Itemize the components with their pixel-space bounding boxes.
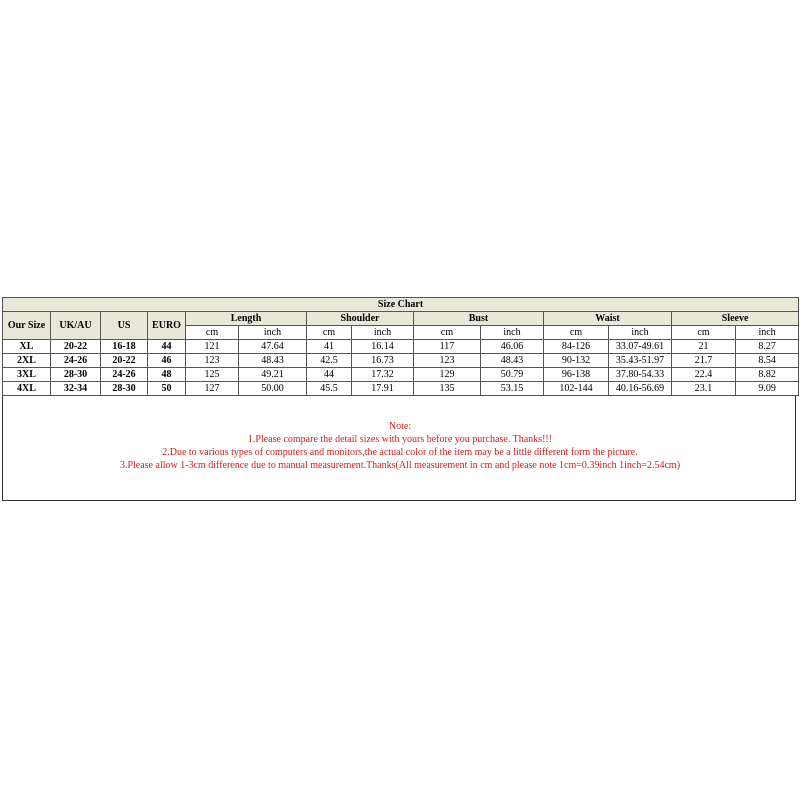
notes-section [2, 420, 798, 472]
cell-size: XL [3, 340, 51, 354]
cell-length-cm: 127 [186, 382, 239, 396]
unit-cm: cm [672, 326, 736, 340]
cell-us: 16-18 [101, 340, 148, 354]
cell-bust-cm: 117 [414, 340, 481, 354]
cell-bust-inch: 50.79 [481, 368, 544, 382]
cell-length-cm: 123 [186, 354, 239, 368]
header-shoulder: Shoulder [307, 312, 414, 326]
size-chart-table [2, 297, 799, 396]
cell-waist-inch: 40.16-56.69 [609, 382, 672, 396]
cell-waist-cm: 96-138 [544, 368, 609, 382]
cell-waist-inch: 33.07-49.61 [609, 340, 672, 354]
note-line: 1.Please compare the detail sizes with yours before you purchase. Thanks!!! [247, 434, 553, 445]
cell-sleeve-cm: 23.1 [672, 382, 736, 396]
cell-waist-cm: 90-132 [544, 354, 609, 368]
cell-waist-inch: 35.43-51.97 [609, 354, 672, 368]
table-row [3, 354, 799, 368]
cell-bust-cm: 129 [414, 368, 481, 382]
cell-us: 20-22 [101, 354, 148, 368]
cell-bust-cm: 135 [414, 382, 481, 396]
cell-sleeve-inch: 9.09 [736, 382, 799, 396]
unit-cm: cm [186, 326, 239, 340]
cell-uk: 20-22 [51, 340, 101, 354]
cell-sleeve-inch: 8.82 [736, 368, 799, 382]
cell-waist-inch: 37.80-54.33 [609, 368, 672, 382]
note-line: 2.Due to various types of computers and monitors,the actual color of the item may be a little different form the picture. [162, 447, 638, 458]
cell-sleeve-inch: 8.27 [736, 340, 799, 354]
cell-shoulder-inch: 17.32 [352, 368, 414, 382]
cell-length-inch: 48.43 [239, 354, 307, 368]
table-row [3, 382, 799, 396]
cell-uk: 24-26 [51, 354, 101, 368]
cell-bust-inch: 46.06 [481, 340, 544, 354]
header-us: US [101, 312, 148, 340]
cell-waist-cm: 102-144 [544, 382, 609, 396]
cell-uk: 28-30 [51, 368, 101, 382]
size-chart-title: Size Chart [3, 298, 799, 312]
cell-size: 2XL [3, 354, 51, 368]
note-line: 3.Please allow 1-3cm difference due to manual measurement.Thanks(All measurement in cm and please note 1cm=0.39inch 1inch=2.54cm) [119, 460, 681, 471]
cell-euro: 44 [148, 340, 186, 354]
cell-length-inch: 49.21 [239, 368, 307, 382]
cell-length-cm: 121 [186, 340, 239, 354]
cell-shoulder-cm: 45.5 [307, 382, 352, 396]
notes-heading: Note: [388, 421, 412, 432]
header-bust: Bust [414, 312, 544, 326]
header-length: Length [186, 312, 307, 326]
cell-sleeve-inch: 8.54 [736, 354, 799, 368]
unit-inch: inch [736, 326, 799, 340]
unit-cm: cm [414, 326, 481, 340]
table-row [3, 340, 799, 354]
cell-length-inch: 47.64 [239, 340, 307, 354]
unit-cm: cm [544, 326, 609, 340]
table-row [3, 368, 799, 382]
cell-shoulder-inch: 16.73 [352, 354, 414, 368]
cell-us: 24-26 [101, 368, 148, 382]
unit-inch: inch [609, 326, 672, 340]
cell-bust-cm: 123 [414, 354, 481, 368]
cell-sleeve-cm: 22.4 [672, 368, 736, 382]
cell-waist-cm: 84-126 [544, 340, 609, 354]
header-waist: Waist [544, 312, 672, 326]
cell-shoulder-cm: 41 [307, 340, 352, 354]
cell-euro: 50 [148, 382, 186, 396]
cell-bust-inch: 48.43 [481, 354, 544, 368]
cell-euro: 48 [148, 368, 186, 382]
cell-shoulder-cm: 42.5 [307, 354, 352, 368]
cell-length-inch: 50.00 [239, 382, 307, 396]
unit-cm: cm [307, 326, 352, 340]
header-euro: EURO [148, 312, 186, 340]
unit-inch: inch [239, 326, 307, 340]
unit-inch: inch [352, 326, 414, 340]
unit-inch: inch [481, 326, 544, 340]
cell-us: 28-30 [101, 382, 148, 396]
cell-shoulder-cm: 44 [307, 368, 352, 382]
cell-uk: 32-34 [51, 382, 101, 396]
header-our-size: Our Size [3, 312, 51, 340]
cell-shoulder-inch: 17.91 [352, 382, 414, 396]
cell-size: 4XL [3, 382, 51, 396]
cell-sleeve-cm: 21.7 [672, 354, 736, 368]
cell-euro: 46 [148, 354, 186, 368]
header-uk-au: UK/AU [51, 312, 101, 340]
cell-length-cm: 125 [186, 368, 239, 382]
header-sleeve: Sleeve [672, 312, 799, 326]
cell-shoulder-inch: 16.14 [352, 340, 414, 354]
cell-sleeve-cm: 21 [672, 340, 736, 354]
cell-size: 3XL [3, 368, 51, 382]
cell-bust-inch: 53.15 [481, 382, 544, 396]
